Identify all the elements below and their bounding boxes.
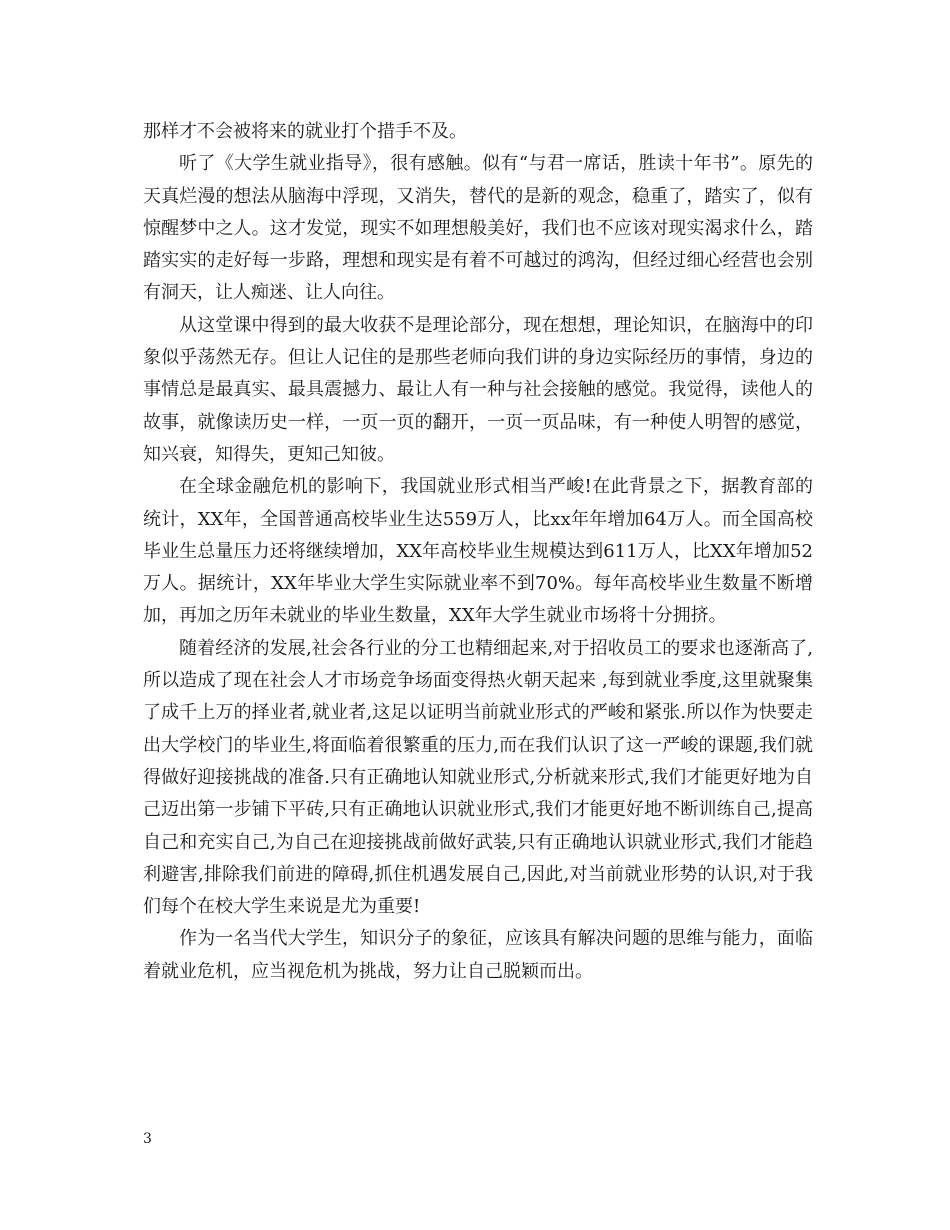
paragraph-conclusion: 作为一名当代大学生，知识分子的象征，应该具有解决问题的思维与能力，面临着就业危机，应当视危机为挑战，努力让自己脱颖而出。 (143, 928, 813, 982)
paragraph-biggest-gain: 从这堂课中得到的最大收获不是理论部分，现在想想，理论知识，在脑海中的印象似乎荡然无存。但让人记住的是那些老师向我们讲的身边实际经历的事情，身边的事情总是最真实、最具震撼力、最让人有一种与社会接触的感觉。我觉得，读他人的故事，就像读历史一样，一页一页的翻开，一页一页品味，有一种使人明智的感觉，知兴衰，知得失，更知己知彼。 (143, 314, 813, 465)
paragraph-continuation: 那样才不会被将来的就业打个措手不及。 (143, 121, 467, 142)
page-number: 3 (143, 1131, 152, 1147)
paragraph-course-impression: 听了《大学生就业指导》，很有感触。似有“与君一席话，胜读十年书”。原先的天真烂漫的想法从脑海中浮现，又消失，替代的是新的观念，稳重了，踏实了，似有惊醒梦中之人。这才发觉，现实不如理想般美好，我们也不应该对现实渴求什么，踏踏实实的走好每一步路，理想和现实是有着不可越过的鸿沟，但经过细心经营也会别有洞天，让人痴迷、让人向往。 (143, 153, 813, 304)
paragraph-economic-development: 随着经济的发展,社会各行业的分工也精细起来,对于招收员工的要求也逐渐高了,所以造成了现在社会人才市场竞争场面变得热火朝天起来 ,每到就业季度,这里就聚集了成千上万的择业者,就业者,这足以证明当前就业形式的严峻和紧张.所以作为快要走出大学校门的毕业生,将面临着很繁重的压力,而在我们认识了这一严峻的课题,我们就得做好迎接挑战的准备.只有正确地认知就业形式,分析就来形式,我们才能更好地为自己迈出第一步铺下平砖,只有正确地认识就业形式,我们才能更好地不断训练自己,提高自己和充实自己,为自己在迎接挑战前做好武装,只有正确地认识就业形式,我们才能趋利避害,排除我们前进的障碍,抓住机遇发展自己,因此,对当前就业形势的认识,对于我们每个在校大学生来说是尤为重要! (143, 637, 813, 918)
paragraph-employment-statistics: 在全球金融危机的影响下，我国就业形式相当严峻!在此背景之下，据教育部的统计，XX年，全国普通高校毕业生达559万人，比xx年年增加64万人。而全国高校毕业生总量压力还将继续增加，XX年高校毕业生规模达到611万人，比XX年增加52万人。据统计，XX年毕业大学生实际就业率不到70%。每年高校毕业生数量不断增加，再加之历年未就业的毕业生数量，XX年大学生就业市场将十分拥挤。 (143, 476, 813, 627)
document-body (143, 116, 813, 988)
